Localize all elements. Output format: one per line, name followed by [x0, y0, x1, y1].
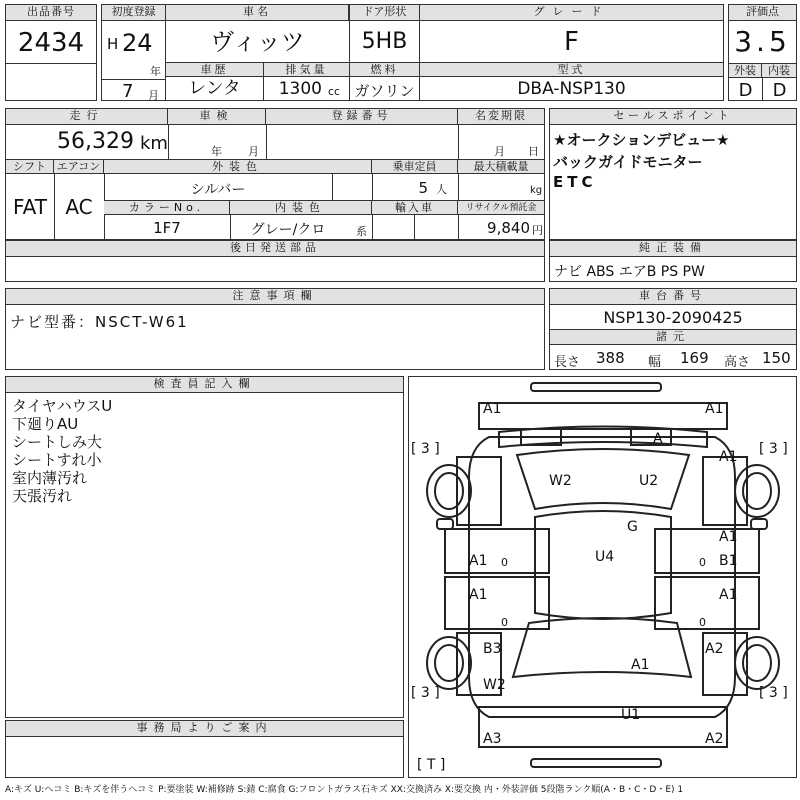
chassis-number: NSP130-2090425 — [603, 308, 743, 327]
office-cell — [5, 720, 404, 778]
car-diagram — [409, 377, 796, 777]
office-header: 事務局よりご案内 — [6, 721, 403, 737]
capacity-header: 乗車定員 — [372, 160, 458, 174]
door-header: ドア形状 — [350, 5, 419, 21]
dmg-rear-left: A3 — [483, 731, 502, 747]
month-unit: 月 — [148, 89, 159, 102]
dmg-left-quarter: B3 — [483, 641, 502, 657]
genuine-cell — [549, 240, 797, 282]
later-parts-header: 後日発送部品 — [6, 241, 544, 257]
dmg-left-door-front-mark: 0 — [501, 556, 508, 569]
width-label: 幅 — [648, 355, 662, 370]
later-parts-cell — [5, 240, 545, 282]
name-row — [165, 4, 724, 63]
sales-point-header: セールスポイント — [550, 109, 796, 125]
era-label: H — [107, 35, 119, 53]
first-reg-header: 初度登録 — [102, 5, 165, 21]
load-unit: kg — [530, 185, 543, 196]
tire-fl-rating: [ 3 ] — [411, 441, 440, 457]
lot-header: 出品番号 — [6, 5, 96, 21]
namechange-day-unit: 日 — [528, 145, 539, 158]
mileage-unit: km — [140, 133, 168, 154]
fuel-header: 燃料 — [350, 63, 419, 77]
legend: A:キズ U:ヘコミ B:キズを伴うヘコミ P:要塗装 W:補修跡 S:錆 C:腐食 G:フロントガラス石キズ XX:交換済み X:要交換 内・外装評価 5段階ランク順(A・B・C・D・E) 1 — [5, 785, 684, 795]
inspector-note-2: 下廻りAU — [12, 415, 79, 433]
notes-text: ナビ型番：NSCT-W61 — [10, 313, 189, 331]
recycle-unit: 円 — [532, 224, 543, 237]
interior-grade: D — [772, 80, 787, 101]
shift-header: シフト — [6, 160, 54, 174]
inspection-header: 車検 — [168, 109, 266, 125]
sales-point-cell — [549, 108, 797, 240]
dimensions-header: 諸元 — [550, 329, 796, 345]
length-label: 長さ — [554, 355, 581, 370]
first-reg-cell — [101, 4, 166, 101]
reg-month: 7 — [122, 81, 134, 102]
notes-header: 注意事項欄 — [6, 289, 544, 305]
chassis-cell — [549, 288, 797, 370]
dmg-right-door-front-mark: 0 — [699, 556, 706, 569]
recycle: 9,840 — [487, 219, 530, 237]
dmg-right-fender-top: A1 — [719, 449, 738, 465]
dmg-roof-front: U2 — [639, 473, 659, 489]
fuel: ガソリン — [354, 82, 415, 100]
int-color: グレー/クロ — [250, 222, 326, 238]
score-header: 評価点 — [729, 5, 796, 21]
score: 3.5 — [734, 25, 791, 58]
sales-point-3: ETC — [553, 173, 597, 191]
lot-cell — [5, 4, 97, 101]
dmg-windshield-top: A — [653, 431, 663, 447]
notes-cell — [5, 288, 545, 370]
spare-tire-rating: [ T ] — [417, 757, 446, 773]
import-header: 輸入車 — [372, 201, 458, 215]
displacement-header: 排気量 — [264, 63, 349, 77]
height-label: 高さ — [724, 355, 751, 370]
door-type: 5HB — [361, 29, 408, 54]
regno-header: 登録番号 — [266, 109, 458, 125]
dmg-windshield: W2 — [549, 473, 572, 489]
dmg-right-door-front-a: A1 — [719, 529, 738, 545]
model-header: 型式 — [420, 63, 723, 77]
model: DBA-NSP130 — [517, 79, 626, 99]
damage-map — [408, 376, 797, 778]
dmg-rear-bumper: U1 — [621, 707, 641, 723]
displacement-unit: cc — [328, 85, 341, 98]
namechange-month-unit: 月 — [494, 145, 505, 158]
year-unit: 年 — [150, 65, 161, 78]
dmg-trunk: A1 — [631, 657, 650, 673]
car-name: ヴィッツ — [210, 28, 305, 56]
sales-point-2: バックガイドモニター — [553, 153, 703, 171]
inspector-note-5: 室内薄汚れ — [12, 469, 88, 487]
car-name-header: 車名 — [166, 5, 349, 21]
height-value: 150 — [762, 349, 791, 367]
dmg-rear-glass: W2 — [483, 677, 506, 693]
inspection-year-unit: 年 — [211, 145, 222, 158]
mileage: 56,329 — [57, 129, 134, 154]
dmg-right-door-rear-mark: 0 — [699, 616, 706, 629]
inspector-cell — [5, 376, 404, 718]
history-header: 車歴 — [166, 63, 263, 77]
genuine-header: 純正装備 — [550, 241, 796, 257]
maxload-header: 最大積載量 — [458, 160, 544, 174]
chassis-header: 車台番号 — [550, 289, 796, 305]
genuine-equipment: ナビ ABS エアB PS PW — [554, 264, 705, 280]
inspection-month-unit: 月 — [248, 145, 259, 158]
extcolor-header: 外装色 — [104, 160, 372, 174]
exterior-header: 外装 — [729, 64, 762, 78]
mileage-header: 走行 — [6, 109, 168, 125]
history: レンタ — [188, 78, 241, 99]
capacity-unit: 人 — [436, 183, 447, 196]
aircon: AC — [65, 195, 93, 219]
dmg-front-right: A1 — [705, 401, 724, 417]
tire-rr-rating: [ 3 ] — [759, 685, 788, 701]
aircon-header: エアコン — [54, 160, 104, 174]
colorno-header: カラーNo. — [104, 201, 230, 215]
detail-block — [5, 108, 545, 240]
interior-header: 内装 — [762, 64, 796, 78]
dmg-left-door-front: A1 — [469, 553, 488, 569]
score-cell — [728, 4, 797, 101]
reg-year: 24 — [122, 29, 153, 57]
inspector-header: 検査員記入欄 — [6, 377, 403, 393]
int-color-unit: 系 — [356, 225, 367, 238]
dmg-right-door-front-b: B1 — [719, 553, 738, 569]
lot-number: 2434 — [17, 28, 85, 58]
grade-header: グレード — [420, 5, 723, 21]
inspector-note-4: シートすれ小 — [12, 451, 102, 469]
shift: FAT — [12, 195, 47, 219]
length-value: 388 — [596, 349, 625, 367]
dmg-left-door-rear-mark: 0 — [501, 616, 508, 629]
dmg-roof-g: G — [627, 519, 638, 535]
sales-point-1: ★オークションデビュー★ — [553, 131, 730, 149]
dmg-front-left: A1 — [483, 401, 502, 417]
dmg-right-quarter: A2 — [705, 641, 724, 657]
capacity: 5 — [418, 179, 428, 197]
grade: F — [564, 27, 579, 57]
tire-rl-rating: [ 3 ] — [411, 685, 440, 701]
color-no: 1F7 — [153, 219, 181, 237]
dmg-roof: U4 — [595, 549, 615, 565]
dmg-left-door-rear: A1 — [469, 587, 488, 603]
recycle-header: リサイクル預託金 — [458, 201, 544, 215]
spec-row — [165, 62, 724, 101]
dmg-rear-right: A2 — [705, 731, 724, 747]
inspector-note-6: 天張汚れ — [12, 487, 73, 505]
inspector-note-1: タイヤハウスU — [12, 397, 113, 415]
dmg-right-door-rear: A1 — [719, 587, 738, 603]
inspector-note-3: シートしみ大 — [12, 433, 103, 451]
ext-color: シルバー — [190, 182, 246, 198]
intcolor-header: 内装色 — [230, 201, 372, 215]
exterior-grade: D — [738, 80, 753, 101]
namechange-header: 名変期限 — [458, 109, 544, 125]
displacement: 1300 — [278, 79, 322, 99]
tire-fr-rating: [ 3 ] — [759, 441, 788, 457]
width-value: 169 — [680, 349, 709, 367]
